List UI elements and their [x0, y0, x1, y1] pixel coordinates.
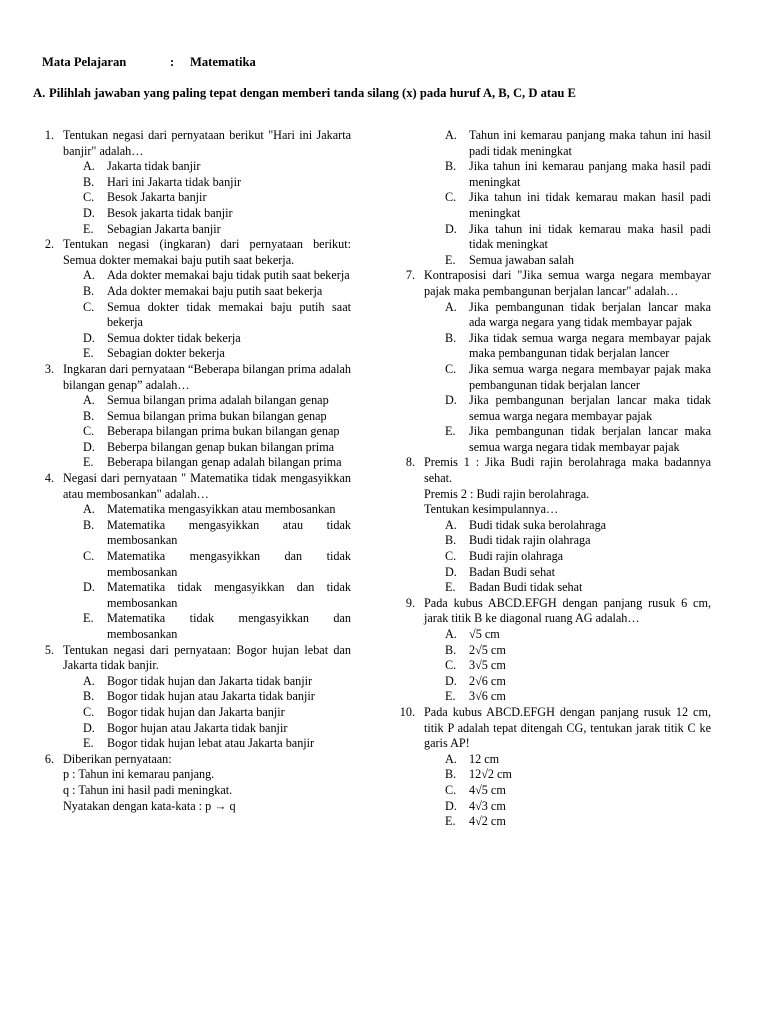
question-number: 10. — [399, 704, 415, 719]
option-2a[interactable] — [81, 268, 351, 284]
option-text: Bogor tidak hujan dan Jakarta tidak banjir — [107, 673, 313, 688]
option-6c[interactable] — [443, 190, 711, 221]
option-10e[interactable] — [443, 814, 711, 830]
option-letter: E. — [445, 814, 456, 829]
question-text: Diberikan pernyataan: — [63, 751, 172, 766]
option-7c[interactable] — [443, 362, 711, 393]
option-3c[interactable] — [81, 424, 351, 440]
option-2e[interactable] — [81, 346, 351, 362]
option-10a[interactable] — [443, 752, 711, 768]
subject-header — [42, 55, 256, 71]
question-4 — [36, 471, 351, 502]
option-letter: C. — [83, 704, 95, 719]
option-letter: E. — [445, 252, 456, 267]
option-letter: D. — [83, 205, 95, 220]
option-text: Jika tahun ini kemarau panjang maka hasil padi meningkat — [469, 159, 711, 189]
option-letter: E. — [83, 346, 94, 361]
option-text: 12√2 cm — [469, 767, 512, 782]
option-text: 12 cm — [469, 751, 500, 766]
option-1c[interactable] — [81, 190, 351, 206]
option-text: Beberpa bilangan genap bukan bilangan prima — [107, 439, 335, 454]
question-8 — [397, 455, 711, 486]
question-number: 4. — [44, 471, 54, 486]
option-8c[interactable] — [443, 549, 711, 565]
option-text: Jika pembangunan tidak berjalan lancar maka ada warga negara yang tidak membayar pajak — [469, 299, 711, 330]
option-text: Jika pembangunan berjalan lancar maka tidak semua warga negara membayar pajak — [469, 393, 711, 423]
option-text: Semua dokter tidak memakai baju putih saat bekerja — [107, 299, 351, 330]
option-1e[interactable] — [81, 222, 351, 238]
question-7 — [397, 268, 711, 299]
section-instruction — [33, 86, 576, 102]
question-5 — [36, 643, 351, 674]
option-3a[interactable] — [81, 393, 351, 409]
option-text: Bogor tidak hujan lebat atau Jakarta banjir — [107, 736, 315, 751]
option-text: 3√5 cm — [469, 658, 506, 673]
question-number: 5. — [44, 642, 54, 657]
option-letter: C. — [83, 424, 95, 439]
option-1b[interactable] — [81, 175, 351, 191]
option-letter: C. — [83, 190, 95, 205]
option-letter: E. — [445, 424, 456, 439]
question-10 — [397, 705, 711, 752]
option-text: Budi rajin olahraga — [469, 549, 564, 564]
option-letter: E. — [445, 580, 456, 595]
option-7b[interactable] — [443, 331, 711, 362]
option-7a[interactable] — [443, 300, 711, 331]
option-text: 4√3 cm — [469, 798, 506, 813]
option-text: Jika pembangunan tidak berjalan lancar maka semua warga negara tidak membayar pajak — [469, 424, 711, 454]
right-column — [397, 128, 711, 830]
option-letter: A. — [83, 393, 95, 408]
option-letter: B. — [83, 408, 95, 423]
option-letter: B. — [445, 533, 457, 548]
question-text: Tentukan negasi (ingkaran) dari pernyataan berikut: Semua dokter memakai baju putih saat bekerja. — [63, 237, 351, 267]
subject-colon: : — [170, 55, 175, 69]
option-letter: D. — [445, 393, 457, 408]
question-text: Kontraposisi dari "Jika semua warga negara membayar pajak maka pembangunan berjalan lancar" adalah… — [424, 268, 711, 298]
question-2 — [36, 237, 351, 268]
option-2d[interactable] — [81, 331, 351, 347]
question-6-premise-q: q : Tahun ini hasil padi meningkat. — [63, 782, 233, 797]
option-text: Besok Jakarta banjir — [107, 190, 207, 205]
question-text: Tentukan negasi dari pernyataan berikut "Hari ini Jakarta banjir" adalah… — [63, 128, 351, 158]
option-10d[interactable] — [443, 799, 711, 815]
option-letter: B. — [445, 642, 457, 657]
option-letter: A. — [83, 502, 95, 517]
option-letter: E. — [83, 611, 94, 626]
question-number: 3. — [44, 361, 54, 376]
option-letter: B. — [83, 517, 95, 532]
option-letter: E. — [83, 736, 94, 751]
option-letter: C. — [445, 361, 457, 376]
instruction-text: Pilihlah jawaban yang paling tepat dengan memberi tanda silang (x) pada huruf A, B, C, D atau E — [49, 86, 576, 100]
question-8-premise-2: Premis 2 : Budi rajin berolahraga. — [424, 486, 590, 501]
question-3 — [36, 362, 351, 393]
question-6 — [36, 752, 351, 768]
option-text: Jika tahun ini tidak kemarau makan hasil padi meningkat — [469, 190, 711, 220]
option-text: √5 cm — [469, 627, 500, 641]
option-letter: B. — [83, 174, 95, 189]
question-number: 6. — [44, 751, 54, 766]
option-letter: C. — [83, 299, 95, 314]
option-letter: C. — [445, 658, 457, 673]
question-text: Ingkaran dari pernyataan “Beberapa bilangan prima adalah bilangan genap” adalah… — [63, 361, 351, 392]
option-text: Semua bilangan prima bukan bilangan genap — [107, 408, 327, 423]
option-letter: D. — [445, 564, 457, 579]
option-letter: D. — [445, 798, 457, 813]
option-4b[interactable] — [81, 518, 351, 549]
question-number: 2. — [44, 237, 54, 252]
option-text: Jakarta tidak banjir — [107, 159, 201, 174]
option-text: 2√5 cm — [469, 642, 506, 657]
option-text: Matematika tidak mengasyikkan dan tidak membosankan — [107, 580, 351, 610]
option-letter: A. — [83, 673, 95, 688]
option-3e[interactable] — [81, 455, 351, 471]
option-text: 4√5 cm — [469, 782, 506, 797]
option-text: Budi tidak rajin olahraga — [469, 533, 591, 548]
option-6a[interactable] — [443, 128, 711, 159]
option-text: Semua jawaban salah — [469, 252, 574, 267]
question-number: 9. — [405, 595, 415, 610]
option-3d[interactable] — [81, 440, 351, 456]
left-column — [36, 128, 351, 814]
option-text: Semua bilangan prima adalah bilangan genap — [107, 393, 329, 408]
option-4d[interactable] — [81, 580, 351, 611]
option-text: Jika tidak semua warga negara membayar pajak maka pembangunan tidak berjalan lancer — [469, 330, 711, 361]
option-text: Badan Budi sehat — [469, 564, 555, 579]
subject-label: Mata Pelajaran — [42, 55, 127, 69]
option-letter: A. — [445, 299, 457, 314]
question-number: 1. — [44, 128, 54, 142]
question-number: 7. — [405, 268, 415, 283]
option-letter: D. — [445, 673, 457, 688]
option-text: Sebagian Jakarta banjir — [107, 221, 221, 236]
option-text: 2√6 cm — [469, 673, 506, 688]
option-8a[interactable] — [443, 518, 711, 534]
option-letter: B. — [445, 159, 457, 174]
option-2c[interactable] — [81, 300, 351, 331]
question-text: Tentukan negasi dari pernyataan: Bogor hujan lebat dan Jakarta tidak banjir. — [63, 642, 351, 673]
option-letter: E. — [83, 221, 94, 236]
question-6-prompt: Nyatakan dengan kata-kata : p → q — [63, 798, 236, 813]
question-number: 8. — [405, 455, 415, 470]
option-text: Matematika mengasyikkan dan tidak membosankan — [107, 549, 351, 579]
question-text: Pada kubus ABCD.EFGH dengan panjang rusuk 6 cm, jarak titik B ke diagonal ruang AG adalah… — [424, 595, 711, 626]
option-text: Matematika mengasyikkan atau tidak membosankan — [107, 517, 351, 548]
option-9e[interactable] — [443, 689, 711, 705]
question-9 — [397, 596, 711, 627]
option-letter: C. — [445, 549, 457, 564]
option-text: Semua dokter tidak bekerja — [107, 330, 241, 345]
option-1a[interactable] — [81, 159, 351, 175]
option-5c[interactable] — [81, 705, 351, 721]
option-text: Sebagian dokter bekerja — [107, 346, 225, 361]
option-text: Besok jakarta tidak banjir — [107, 205, 233, 220]
option-text: Budi tidak suka berolahraga — [469, 517, 607, 532]
option-9a[interactable] — [443, 627, 711, 643]
option-letter: C. — [445, 190, 457, 205]
option-text: Jika tahun ini tidak kemarau maka hasil padi tidak meningkat — [469, 221, 711, 252]
option-letter: E. — [83, 455, 94, 470]
option-letter: B. — [83, 283, 95, 298]
option-7d[interactable] — [443, 393, 711, 424]
option-2b[interactable] — [81, 284, 351, 300]
option-3b[interactable] — [81, 409, 351, 425]
option-text: Badan Budi tidak sehat — [469, 580, 583, 595]
question-text: Premis 1 : Jika Budi rajin berolahraga maka badannya sehat. — [424, 455, 711, 486]
option-4e[interactable] — [81, 611, 351, 642]
option-text: 4√2 cm — [469, 814, 506, 829]
section-label: A. — [33, 86, 46, 100]
option-8b[interactable] — [443, 533, 711, 549]
option-letter: A. — [445, 627, 457, 641]
option-text: Beberapa bilangan prima bukan bilangan genap — [107, 424, 340, 439]
option-10b[interactable] — [443, 767, 711, 783]
option-letter: D. — [83, 720, 95, 735]
option-letter: A. — [445, 128, 457, 142]
question-text: Negasi dari pernyataan " Matematika tidak mengasyikkan atau membosankan" adalah… — [63, 471, 351, 501]
option-6d[interactable] — [443, 222, 711, 253]
option-7e[interactable] — [443, 424, 711, 455]
option-9b[interactable] — [443, 643, 711, 659]
option-9d[interactable] — [443, 674, 711, 690]
option-letter: A. — [445, 751, 457, 766]
option-1d[interactable] — [81, 206, 351, 222]
option-letter: A. — [83, 159, 95, 174]
option-letter: A. — [83, 268, 95, 283]
option-10c[interactable] — [443, 783, 711, 799]
question-text: Pada kubus ABCD.EFGH dengan panjang rusuk 12 cm, titik P adalah tepat ditengah CG, tentukan jarak titik C ke garis AP! — [424, 704, 711, 751]
option-letter: D. — [83, 439, 95, 454]
option-letter: D. — [83, 330, 95, 345]
option-text: Beberapa bilangan genap adalah bilangan prima — [107, 455, 342, 470]
option-5b[interactable] — [81, 689, 351, 705]
option-text: Ada dokter memakai baju tidak putih saat bekerja — [107, 268, 350, 283]
option-9c[interactable] — [443, 658, 711, 674]
subject-value: Matematika — [190, 55, 256, 69]
option-8e[interactable] — [443, 580, 711, 596]
option-letter: E. — [445, 689, 456, 704]
option-text: Matematika tidak mengasyikkan dan membosankan — [107, 611, 351, 641]
option-5d[interactable] — [81, 721, 351, 737]
question-8-prompt: Tentukan kesimpulannya… — [424, 502, 559, 517]
option-letter: D. — [445, 221, 457, 236]
option-text: Bogor tidak hujan dan Jakarta banjir — [107, 704, 285, 719]
option-text: Ada dokter memakai baju putih saat bekerja — [107, 283, 323, 298]
option-text: Tahun ini kemarau panjang maka tahun ini hasil padi tidak meningkat — [469, 128, 711, 158]
question-1 — [36, 128, 351, 159]
option-letter: B. — [445, 767, 457, 782]
option-8d[interactable] — [443, 565, 711, 581]
option-4c[interactable] — [81, 549, 351, 580]
option-text: Jika semua warga negara membayar pajak maka pembangunan tidak berjalan lancer — [469, 361, 711, 392]
option-letter: D. — [83, 580, 95, 595]
option-letter: B. — [445, 330, 457, 345]
option-letter: C. — [445, 782, 457, 797]
option-text: Bogor hujan atau Jakarta tidak banjir — [107, 720, 288, 735]
option-text: Matematika mengasyikkan atau membosankan — [107, 502, 336, 517]
option-text: 3√6 cm — [469, 689, 506, 704]
option-6e[interactable] — [443, 253, 711, 269]
option-letter: C. — [83, 549, 95, 564]
option-text: Bogor tidak hujan atau Jakarta tidak banjir — [107, 689, 315, 704]
option-text: Hari ini Jakarta tidak banjir — [107, 174, 242, 189]
option-6b[interactable] — [443, 159, 711, 190]
question-6-premise-p: p : Tahun ini kemarau panjang. — [63, 767, 215, 782]
option-4a[interactable] — [81, 502, 351, 518]
option-letter: B. — [83, 689, 95, 704]
option-letter: A. — [445, 517, 457, 532]
option-5a[interactable] — [81, 674, 351, 690]
option-5e[interactable] — [81, 736, 351, 752]
